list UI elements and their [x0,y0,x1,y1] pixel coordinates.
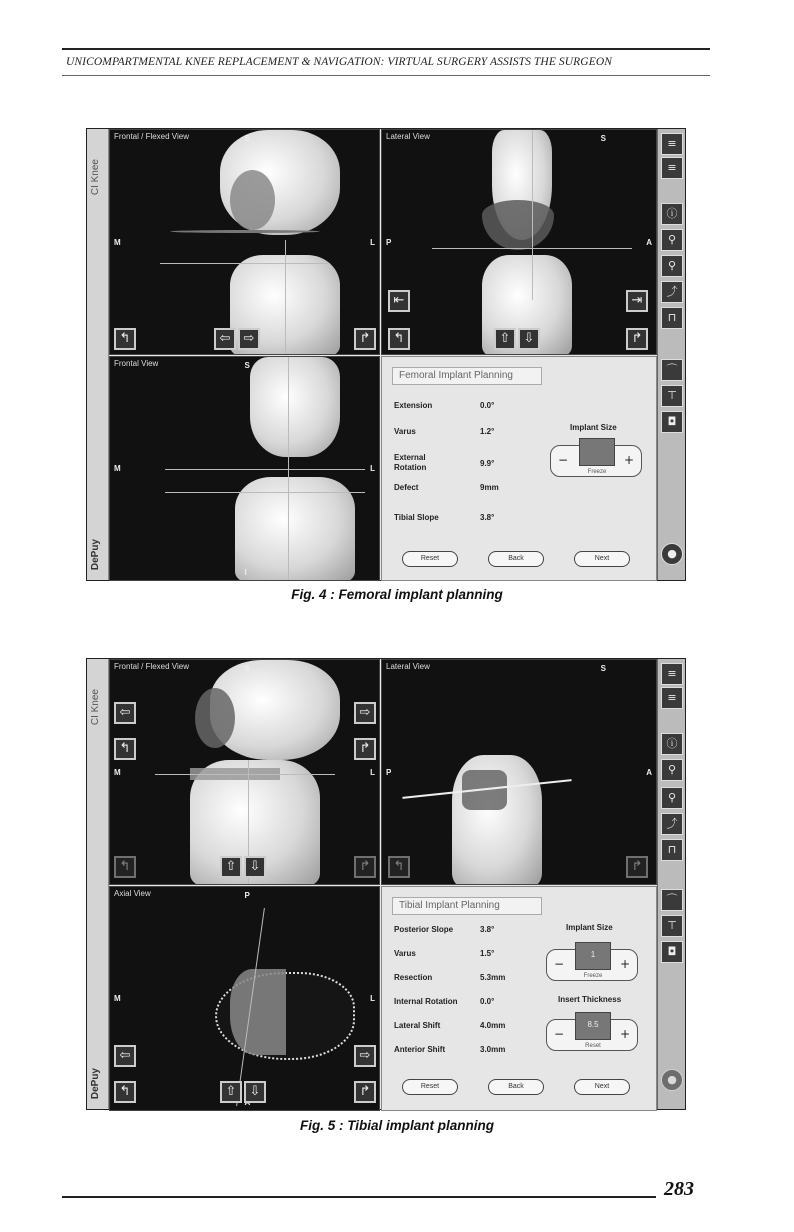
femoral-implant-planning-panel [381,356,657,581]
insert-thickness-value: 8.5 [575,1012,611,1040]
header-rule-top [62,48,710,50]
orientation-label-right: A [646,767,652,777]
row-label: External Rotation [394,453,427,472]
panel-title: Tibial Implant Planning [392,897,542,915]
reset-thickness-button[interactable]: Reset [585,1043,601,1049]
orientation-label-top: P [244,891,250,900]
implant-size-value: 1 [575,942,611,970]
decrease-button[interactable]: − [553,957,565,971]
orientation-label-right: L [370,237,375,247]
next-button[interactable]: Next [574,551,630,567]
menu-icon[interactable]: ≡ [661,157,683,179]
orientation-label-left: M [114,237,121,247]
arrow-down-button[interactable]: ⇩ [244,1081,266,1103]
axis-line-horizontal [165,492,365,493]
axis-line-vertical [285,240,286,355]
arrow-up-button[interactable]: ⇧ [220,1081,242,1103]
row-value: 9.9° [480,459,495,468]
stop-icon[interactable]: ● [661,543,683,565]
menu-icon[interactable]: ≡ [661,687,683,709]
row-label: Varus [394,949,416,958]
row-label: Tibial Slope [394,513,439,522]
arrow-right-button[interactable]: ⇨ [354,702,376,724]
rotate-left-button-disabled[interactable]: ↰ [114,856,136,878]
translate-left-button[interactable]: ⇤ [388,290,410,312]
implant-size-title: Implant Size [566,923,613,932]
stop-icon[interactable]: ● [661,1069,683,1091]
header-rule-bottom [62,75,710,76]
view-title: Lateral View [386,132,430,141]
arrow-right-button[interactable]: ⇨ [354,1045,376,1067]
orientation-label-top: S [600,664,606,673]
increase-button[interactable]: + [623,453,635,467]
rotate-left-button-disabled[interactable]: ↰ [388,856,410,878]
axis-line-vertical [532,130,533,300]
orientation-label-top: S [244,134,250,143]
reset-button[interactable]: Reset [402,551,458,567]
panel-title: Femoral Implant Planning [392,367,542,385]
view-title: Lateral View [386,662,430,671]
row-label: Anterior Shift [394,1045,446,1054]
zoom-icon[interactable]: ⚲ [661,229,683,251]
running-head: UNICOMPARTMENTAL KNEE REPLACEMENT & NAVIGATION: VIRTUAL SURGERY ASSISTS THE SURGEON [66,56,613,68]
figure-4-screenshot [86,128,686,581]
knee-flexion-icon[interactable]: ⤴ [661,281,683,303]
resection-plane [170,230,320,233]
axis-line-horizontal [165,469,365,470]
row-label: Varus [394,427,416,436]
view-title: Frontal / Flexed View [114,132,189,141]
arrow-up-button[interactable]: ⇧ [494,328,516,350]
freeze-button[interactable]: Freeze [583,973,603,979]
femur-bone [250,357,340,457]
orientation-label-left: M [114,994,121,1004]
app-sidebar [87,659,109,1109]
axis-line-horizontal [160,263,330,264]
row-value: 9mm [480,483,499,492]
tibial-implant [230,969,286,1055]
menu-icon[interactable]: ≡ [661,133,683,155]
rotate-right-button-disabled[interactable]: ↱ [626,856,648,878]
view-title: Frontal / Flexed View [114,662,189,671]
lateral-view[interactable] [381,659,657,885]
tibial-implant-icon[interactable]: ⊤ [661,385,683,407]
arrow-down-button[interactable]: ⇩ [518,328,540,350]
insert-thickness-control [546,1019,638,1051]
figure-5-caption: Fig. 5 : Tibial implant planning [299,1118,494,1133]
orientation-label-bottom: I [244,568,247,577]
knee-flexion-icon[interactable]: ⤴ [661,813,683,835]
page-number: 283 [664,1178,694,1200]
orientation-label-left: M [114,464,121,474]
row-value: 1.2° [480,427,495,436]
femoral-implant [195,688,235,748]
row-value: 5.3mm [480,973,506,982]
camera-icon[interactable]: ◘ [661,411,683,433]
footer-rule [62,1196,656,1198]
decrease-button[interactable]: − [553,1027,565,1041]
axial-view[interactable] [109,886,380,1111]
row-label: Posterior Slope [394,925,454,934]
tool-sidebar [657,129,685,580]
tool-sidebar [657,659,685,1109]
rotate-right-button[interactable]: ↱ [354,1081,376,1103]
femoral-implant [482,200,554,250]
knee-icon[interactable]: ⊓ [661,307,683,329]
row-label: Extension [394,401,433,410]
increase-button[interactable]: + [619,1027,631,1041]
orientation-label-right: L [370,767,375,777]
orientation-label-right: L [370,994,375,1004]
app-name: CI Knee [90,159,101,196]
lateral-view[interactable] [381,129,657,355]
row-label: Defect [394,483,419,492]
rotate-left-button[interactable]: ↰ [114,328,136,350]
app-name: CI Knee [90,689,101,726]
orientation-label-top: S [244,664,250,673]
row-label: Lateral Shift [394,1021,441,1030]
femoral-implant-icon[interactable]: ⌒ [661,889,683,911]
brand-logo: DePuy [90,1067,101,1099]
info-icon[interactable]: ⓘ [661,203,683,225]
orientation-label-top: S [600,134,606,143]
rotate-right-button[interactable]: ↱ [354,738,376,760]
tibial-implant-planning-panel [381,886,657,1111]
arrow-left-button[interactable]: ⇦ [114,1045,136,1067]
arrow-left-button[interactable]: ⇦ [214,328,236,350]
decrease-button[interactable]: − [557,453,569,467]
axis-line-horizontal [155,774,335,775]
rotate-left-button[interactable]: ↰ [114,1081,136,1103]
arrow-right-button[interactable]: ⇨ [238,328,260,350]
orientation-label-top: S [244,361,250,370]
row-value: 1.5° [480,949,495,958]
frontal-view[interactable] [109,356,380,581]
orientation-label-right: A [646,237,652,247]
translate-right-button[interactable]: ⇥ [626,290,648,312]
axis-line-vertical [288,357,289,581]
camera-icon[interactable]: ◘ [661,941,683,963]
row-value: 3.0mm [480,1045,506,1054]
row-label: Resection [394,973,433,982]
next-button[interactable]: Next [574,1079,630,1095]
figure-5-screenshot [86,658,686,1110]
insert-thickness-title: Insert Thickness [558,995,622,1004]
tibial-implant-icon[interactable]: ⊤ [661,915,683,937]
increase-button[interactable]: + [619,957,631,971]
view-title: Frontal View [114,359,159,368]
rotate-right-button[interactable]: ↱ [626,328,648,350]
zoom-icon[interactable]: ⚲ [661,787,683,809]
row-value: 3.8° [480,513,495,522]
rotate-right-button-disabled[interactable]: ↱ [354,856,376,878]
brand-logo: DePuy [90,538,101,570]
row-label: Internal Rotation [394,997,458,1006]
femoral-implant [230,170,275,230]
reset-button[interactable]: Reset [402,1079,458,1095]
arrow-left-button[interactable]: ⇦ [114,702,136,724]
row-value: 3.8° [480,925,495,934]
row-value: 0.0° [480,401,495,410]
view-title: Axial View [114,889,151,898]
arrow-up-button[interactable]: ⇧ [220,856,242,878]
freeze-button[interactable]: Freeze [587,469,607,475]
back-button[interactable]: Back [488,1079,544,1095]
orientation-label-left: M [114,767,121,777]
info-icon[interactable]: ⓘ [661,733,683,755]
menu-icon[interactable]: ≡ [661,663,683,685]
row-value: 0.0° [480,997,495,1006]
app-sidebar [87,129,109,580]
rotate-left-button[interactable]: ↰ [388,328,410,350]
rotate-right-button[interactable]: ↱ [354,328,376,350]
orientation-label-right: L [370,464,375,474]
orientation-label-left: P [386,237,392,247]
implant-size-value [579,438,615,466]
frontal-flexed-view[interactable] [109,129,380,355]
implant-size-control [546,949,638,981]
zoom-icon[interactable]: ⚲ [661,255,683,277]
rotate-left-button[interactable]: ↰ [114,738,136,760]
back-button[interactable]: Back [488,551,544,567]
implant-size-control [550,445,642,477]
frontal-flexed-view[interactable] [109,659,380,885]
zoom-icon[interactable]: ⚲ [661,759,683,781]
femoral-implant-icon[interactable]: ⌒ [661,359,683,381]
orientation-label-left: P [386,767,392,777]
figure-4-caption: Fig. 4 : Femoral implant planning [291,587,503,602]
row-value: 4.0mm [480,1021,506,1030]
knee-icon[interactable]: ⊓ [661,839,683,861]
implant-size-title: Implant Size [570,423,617,432]
arrow-down-button[interactable]: ⇩ [244,856,266,878]
